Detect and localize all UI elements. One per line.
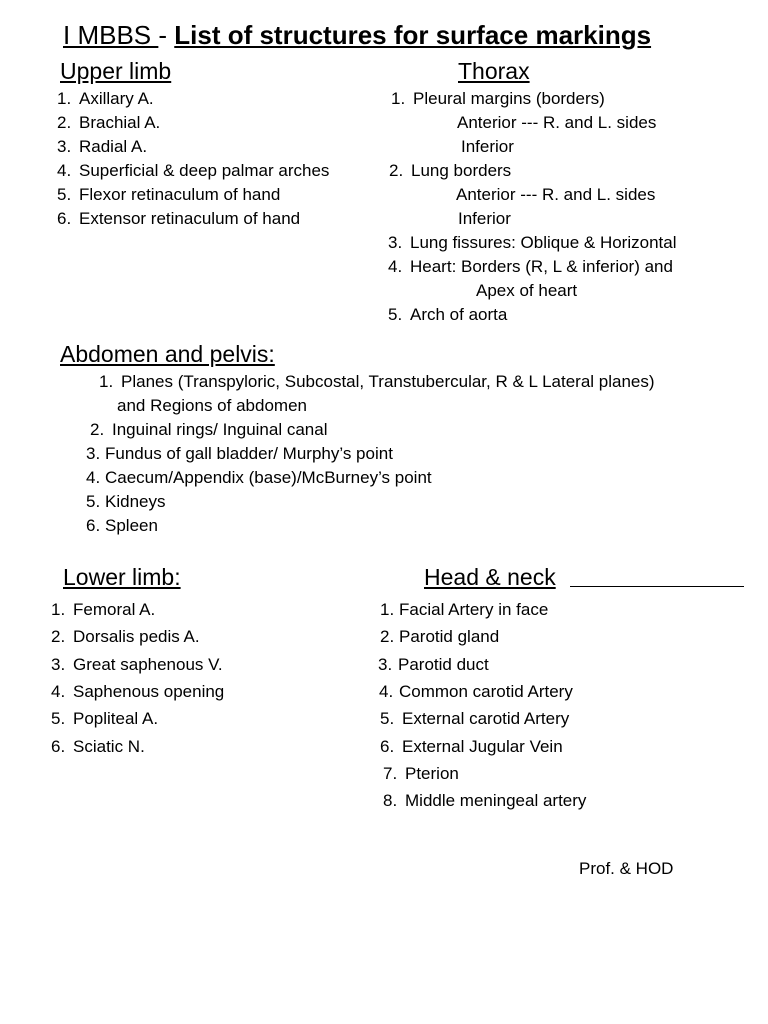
- list-item: 7. Pterion: [383, 764, 459, 783]
- list-item: 3. Parotid duct: [378, 655, 489, 674]
- list-item: 4. Caecum/Appendix (base)/McBurney’s point: [86, 468, 432, 487]
- abdomen-heading: Abdomen and pelvis:: [60, 341, 275, 367]
- list-item: 1. Femoral A.: [51, 600, 156, 619]
- head-neck-heading: Head & neck: [424, 564, 556, 590]
- page-title: [63, 22, 651, 48]
- list-item: 2. Brachial A.: [57, 113, 161, 132]
- list-item: 4. Saphenous opening: [51, 682, 225, 701]
- list-item: 1. Facial Artery in face: [380, 600, 549, 619]
- list-item: 3. Great saphenous V.: [51, 655, 223, 674]
- upper-limb-heading: Upper limb: [60, 58, 172, 84]
- list-subitem: Inferior: [458, 209, 511, 228]
- list-item: 1. Axillary A.: [57, 89, 154, 108]
- list-item: 2. Parotid gland: [380, 627, 500, 646]
- list-item: 5. External carotid Artery: [380, 709, 570, 728]
- list-item: 5. Kidneys: [86, 492, 166, 511]
- list-item: 8. Middle meningeal artery: [383, 791, 587, 810]
- list-subitem: and Regions of abdomen: [117, 396, 307, 415]
- list-item: 3. Radial A.: [57, 137, 148, 156]
- list-subitem: Apex of heart: [476, 281, 578, 300]
- lower-limb-heading: Lower limb:: [63, 564, 181, 590]
- list-item: 5. Arch of aorta: [388, 305, 508, 324]
- list-item: 6. Sciatic N.: [51, 737, 145, 756]
- list-item: 4. Heart: Borders (R, L & inferior) and: [388, 257, 673, 276]
- list-item: 2. Inguinal rings/ Inguinal canal: [90, 420, 328, 439]
- list-item: 3. Lung fissures: Oblique & Horizontal: [388, 233, 677, 252]
- list-item: 1. Planes (Transpyloric, Subcostal, Transtubercular, R & L Lateral planes): [99, 372, 655, 391]
- list-item: 5. Popliteal A.: [51, 709, 159, 728]
- list-item: 6. External Jugular Vein: [380, 737, 563, 756]
- list-subitem: Inferior: [461, 137, 514, 156]
- title-main: List of structures for surface markings: [174, 20, 652, 50]
- list-subitem: Anterior --- R. and L. sides: [456, 185, 656, 204]
- list-item: 2. Lung borders: [389, 161, 512, 180]
- list-item: 6. Spleen: [86, 516, 158, 535]
- list-item: 5. Flexor retinaculum of hand: [57, 185, 281, 204]
- thorax-heading: Thorax: [458, 58, 530, 84]
- list-item: 1. Pleural margins (borders): [391, 89, 605, 108]
- list-item: 3. Fundus of gall bladder/ Murphy’s point: [86, 444, 393, 463]
- list-item: 6. Extensor retinaculum of hand: [57, 209, 301, 228]
- list-subitem: Anterior --- R. and L. sides: [457, 113, 657, 132]
- list-item: 4. Superficial & deep palmar arches: [57, 161, 330, 180]
- heading-underline-rule: [570, 586, 744, 587]
- signature: Prof. & HOD: [579, 859, 674, 878]
- list-item: 4. Common carotid Artery: [379, 682, 573, 701]
- list-item: 2. Dorsalis pedis A.: [51, 627, 200, 646]
- title-prefix: I MBBS: [63, 20, 159, 50]
- title-dash: -: [158, 20, 175, 50]
